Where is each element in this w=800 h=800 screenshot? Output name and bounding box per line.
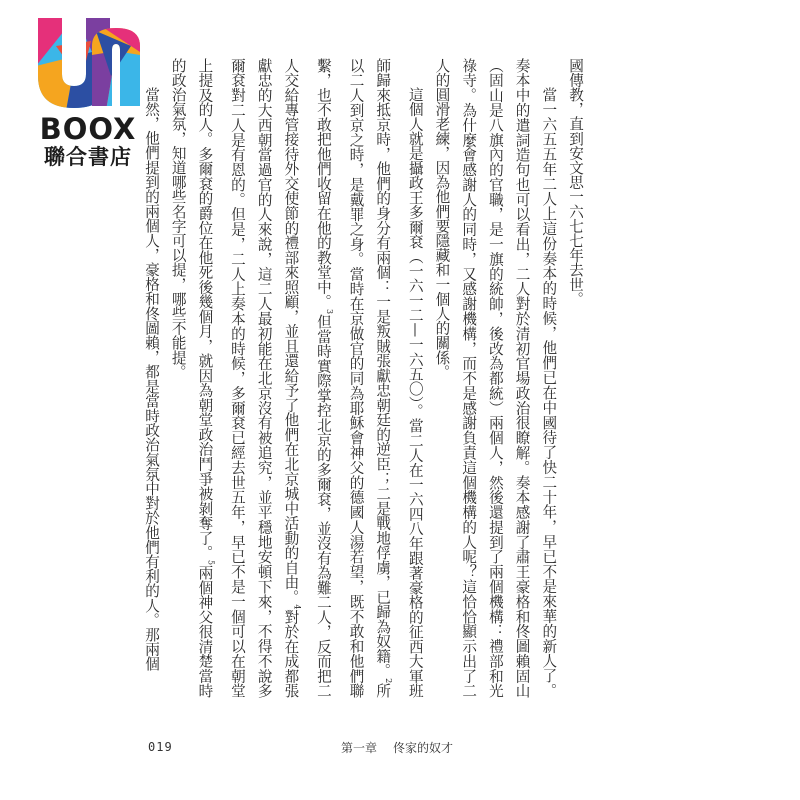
paragraph: 當一六五五年二人上這份奏本的時候，他們已在中國待了快二十年，早已不是來華的新人了。奏本中的遣詞造句也可以看出，二人對於清初官場政治很瞭解。奏本感謝了肅王豪格和佟圖賴固山（固山是八旗內的官職，是一旗的統帥，後改為都統）兩個人，然後還提到了兩個機構：禮部和光祿寺。為什麼會感謝人的同時，又感謝機構，而不是感謝負責這個機構的人呢？這恰恰顯示出了二人的圓滑老練，因為他們要隱藏和一個人的關係。 bbox=[433, 58, 558, 698]
unboox-logo bbox=[32, 16, 144, 169]
paragraph bbox=[164, 58, 428, 698]
footnote-marker: 3 bbox=[324, 309, 334, 315]
chapter-title: 佟家的奴才 bbox=[393, 741, 454, 755]
paragraph: 當然，他們提到的兩個人，豪格和佟圖賴，都是當時政治氣氛中對於他們有利的人。那兩個 bbox=[143, 87, 161, 672]
un-logo-mark bbox=[36, 16, 140, 106]
running-head bbox=[341, 739, 453, 756]
body-text bbox=[143, 58, 588, 698]
paragraph: 國傳教，直到安文思一六七七年去世。 bbox=[567, 58, 584, 307]
logo-brand: BOOX bbox=[39, 112, 137, 146]
text-run: 對於在成都張獻忠的大西朝當過官的人來說，這二人最初能在北京沒有被追究，並平穩地安頓下來，不得不說多爾袞對二人是有恩的。但是，二人上奏本的時候，多爾袞已經去世五年，早已不是一個可以在朝堂上提及的人。多爾袞的爵位在他死後幾個月，就因為朝堂政治鬥爭被剝奪了。 bbox=[196, 58, 300, 698]
chapter-number: 第一章 bbox=[341, 741, 378, 755]
footnote-marker: 5 bbox=[206, 560, 216, 566]
text-run: 所以二人到京之時，是戴罪之身。當時在京做官的同為耶穌會神父的德國人湯若望，既不敢和他們聯繫，也不敢把他們收留在他的教堂中。 bbox=[314, 58, 392, 698]
footnote-marker: 2 bbox=[384, 678, 394, 684]
text-run: 兩個神父很清楚當時的政治氣氛，知道哪些名字可以提，哪些不能提。 bbox=[169, 58, 214, 698]
footnote-marker: 4 bbox=[292, 604, 302, 610]
page-number: 019 bbox=[148, 740, 173, 754]
logo-chinese-name: 聯合書店 bbox=[44, 145, 132, 169]
text-run: 這個人就是攝政王多爾袞（一六一二—一六五〇）。當二人在一六四八年跟著豪格的征西大軍班師歸來抵京時，他們的身分有兩個：一是叛賊張獻忠朝廷的逆臣；二是戰地俘虜，已歸為奴籍。 bbox=[374, 58, 424, 698]
text-run: 但當時實際掌控北京的多爾袞，並沒有為難二人，反而把二人交給專管接待外交使節的禮部來照顧，並且還給予了他們在北京城中活動的自由。 bbox=[282, 58, 332, 698]
